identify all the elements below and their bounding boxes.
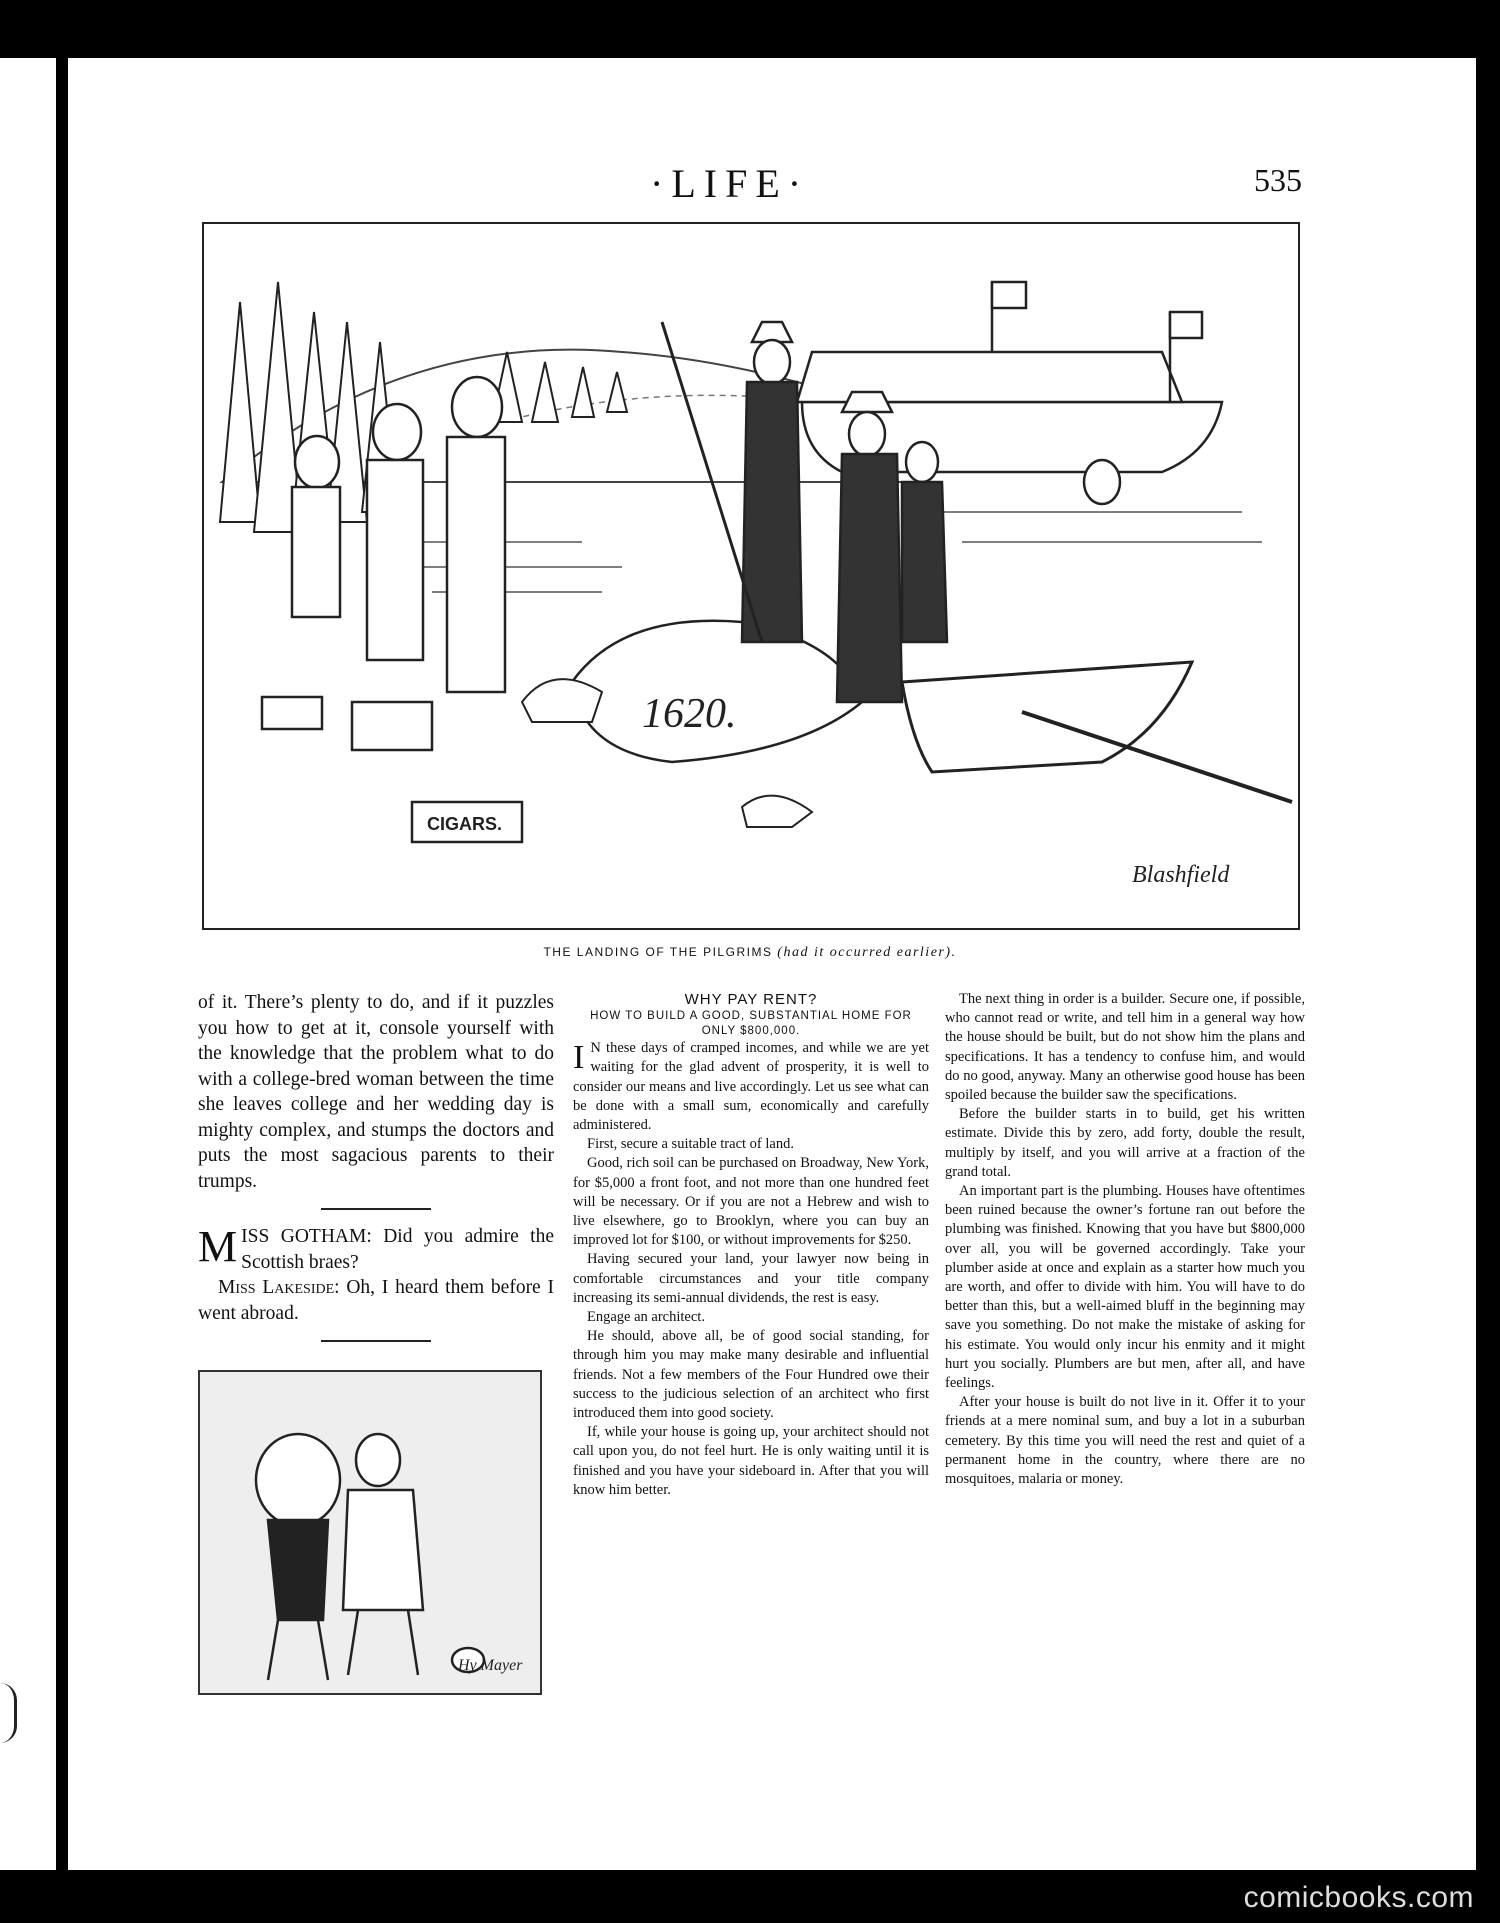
article-paragraph: First, secure a suitable tract of land. [587, 1136, 794, 1153]
intro-paragraph: of it. There’s plenty to do, and if it puzzles you how to get at it, console yourself with the knowledge that the problem what to do with a college-bred woman between the time she leaves college and her wedding day is mighty complex, and stumps the doctors and puts the most sagacious parents to their trumps. [198, 992, 554, 1192]
speaker-lakeside: Miss Lakeside [218, 1277, 335, 1298]
article-paragraph-text: N these days of cramped incomes, and while we are yet waiting for the glad advent of prosperity, it is well to consider our means and live accordingly. Let us see what can be done with a small sum, economically and carefully administered. [573, 1040, 929, 1134]
dropcap-m: M [198, 1222, 238, 1271]
rock-label: 1620. [642, 691, 737, 737]
sketch-signature: Hy Mayer [458, 1657, 523, 1674]
page-bracket-mark [0, 1683, 17, 1743]
line-lakeside: : Oh, I heard them before I went abroad. [198, 1277, 554, 1324]
article-subtitle: HOW TO BUILD A GOOD, SUBSTANTIAL HOME FOR ONLY $800,000. [590, 1010, 912, 1038]
caption-italic: (had it occurred earlier). [777, 945, 957, 960]
article-paragraph: He should, above all, be of good social standing, for through him you may make many desirable and influential friends. Not a few members of the Four Hundred owe their success to the judicious selection of an architect who first introduced them into good society. [573, 1328, 929, 1422]
column-one [198, 990, 554, 1356]
pilgrims-cartoon [202, 222, 1300, 930]
article-paragraph: Good, rich soil can be purchased on Broadway, New York, for $5,000 a front foot, and not more than one hundred feet will be necessary. Or if you are not a Hebrew and wish to live elsewhere, go to Brooklyn, where you can buy an improved lot for $100, or without improvements for $250. [573, 1155, 929, 1249]
article-paragraph: After your house is built do not live in it. Offer it to your friends at a mere nominal sum, and buy a lot in a suburban cemetery. By this time you will need the rest and quiet of a permanent home in the country, where there are no mosquitoes, malaria or money. [945, 1394, 1305, 1488]
divider-rule [321, 1340, 431, 1342]
article-paragraph: The next thing in order is a builder. Secure one, if possible, who cannot read or write, and tell him in a general way how the house should be built, but do not show him the plans and specifications. It has a tendency to confuse him, and would do no good, anyway. Many an otherwise good house has been spoiled because the builder saw the specifications. [945, 991, 1305, 1104]
column-three [945, 990, 1305, 1489]
cartoon-caption [200, 945, 1300, 961]
divider-rule [321, 1208, 431, 1210]
article-paragraph [573, 1039, 929, 1135]
line-gotham: : Did you admire the Scottish braes? [241, 1226, 554, 1273]
dropcap-i: I [573, 1039, 585, 1077]
left-page-edge [0, 58, 56, 1870]
site-watermark: comicbooks.com [1243, 1881, 1474, 1914]
caption-main: THE LANDING OF THE PILGRIMS [543, 945, 773, 959]
article-paragraph: An important part is the plumbing. Houses have oftentimes been ruined because the owner’s fortune ran out before the plumbing was finished. Knowing that you have but $800,000 over all, you will be governed accordingly. Take your plumber aside at once and explain as a starter how much you are worth, and offer to divide with him. You will have to do better than this, but a well-aimed bluff in the beginning may save you something. Do not make the mistake of asking for his estimate. You would only incur his enmity and it might hurt you socially. Plumbers are but men, after all, and have feelings. [945, 1183, 1305, 1392]
article-paragraph: Engage an architect. [587, 1309, 705, 1326]
cigar-box-label: CIGARS. [427, 814, 503, 834]
masthead: ·LIFE· [650, 161, 810, 206]
dialogue-gotham [198, 1224, 554, 1275]
page-number: 535 [1254, 162, 1302, 198]
lion-and-clown-sketch [198, 1370, 542, 1695]
article-paragraph: Having secured your land, your lawyer now being in comfortable circumstances and your title company increasing its semi-annual dividends, the rest is easy. [573, 1251, 929, 1306]
dialogue-lakeside [198, 1275, 554, 1326]
artist-signature: Blashfield [1132, 862, 1230, 888]
speaker-gotham: ISS GOTHAM [241, 1226, 367, 1247]
article-title: WHY PAY RENT? [684, 991, 818, 1008]
article-paragraph: Before the builder starts in to build, get his written estimate. Divide this by zero, add forty, double the result, multiply by itself, and you will arrive at a fraction of the grand total. [945, 1106, 1305, 1180]
article-paragraph: If, while your house is going up, your architect should not call upon you, do not feel hurt. He is only waiting until it is finished and you have your sideboard in. After that you will know him better. [573, 1424, 929, 1498]
column-two [573, 990, 929, 1500]
